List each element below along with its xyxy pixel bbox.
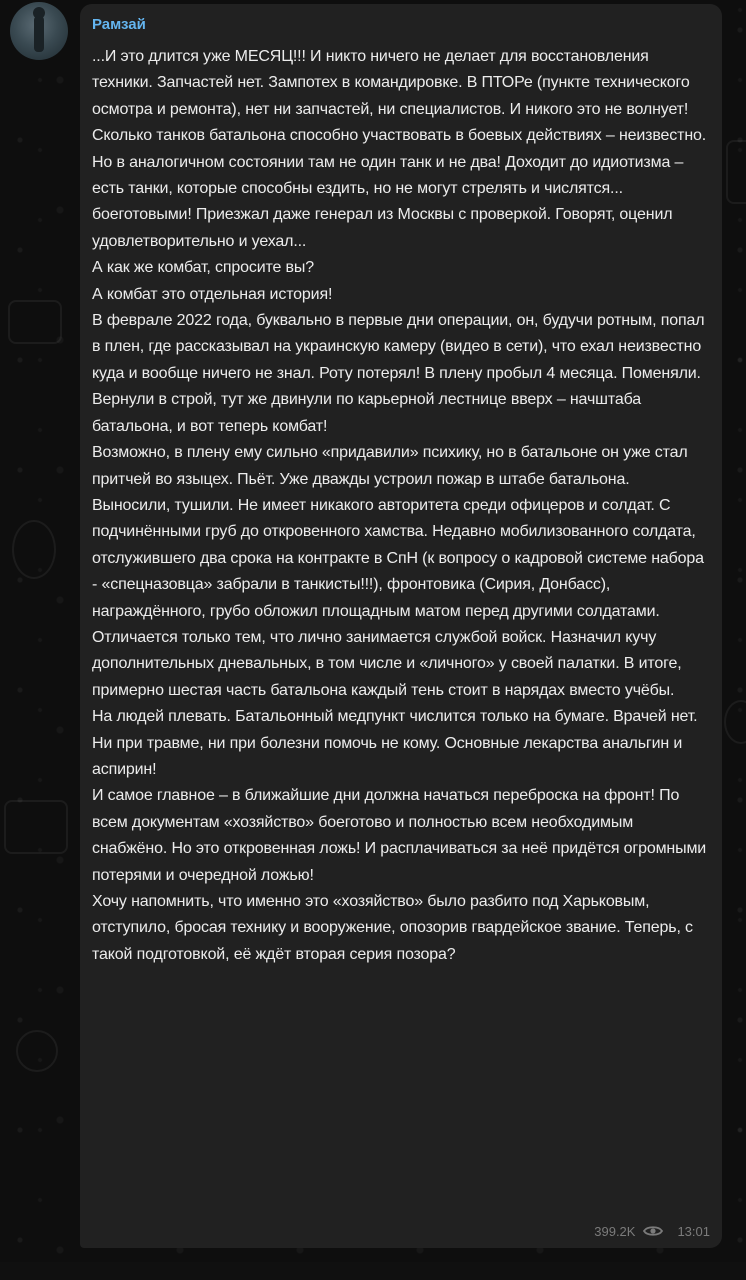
message-text bbox=[92, 44, 708, 968]
wallpaper-doodle bbox=[8, 300, 62, 344]
message-paragraph: ...И это длится уже МЕСЯЦ!!! И никто ничего не делает для восстановления техники. Запчастей нет. Зампотех в командировке. В ПТОРе (пункте технического осмотра и ремонта), нет ни запчастей, ни специалистов. И никого это не волнует! bbox=[92, 48, 690, 118]
wallpaper-doodle bbox=[16, 1030, 58, 1072]
wallpaper-doodle bbox=[12, 520, 56, 579]
avatar[interactable] bbox=[10, 2, 68, 60]
message-paragraph: Хочу напомнить, что именно это «хозяйство» было разбито под Харьковым, отступило, бросая технику и вооружение, опозорив гвардейское звание. Теперь, с такой подготовкой, её ждёт вторая серия позора? bbox=[92, 893, 693, 963]
message-paragraph: Сколько танков батальона способно участвовать в боевых действиях – неизвестно. Но в аналогичном состоянии там не один танк и не два! Доходит до идиотизма – есть танки, которые способны ездить, но не могут стрелять и числятся... боеготовыми! Приезжал даже генерал из Москвы с проверкой. Говорят, оценил удовлетворительно и уехал... bbox=[92, 127, 707, 250]
message-paragraph: А комбат это отдельная история! bbox=[92, 285, 333, 303]
sender-name[interactable]: Рамзай bbox=[92, 16, 146, 33]
wallpaper-doodle bbox=[724, 700, 746, 744]
wallpaper-doodle bbox=[4, 800, 68, 854]
eye-icon bbox=[643, 1224, 663, 1238]
avatar-figure bbox=[34, 16, 44, 52]
message-meta bbox=[594, 1220, 710, 1242]
message-paragraph: А как же комбат, спросите вы? bbox=[92, 259, 314, 277]
message-bubble[interactable] bbox=[80, 4, 722, 1248]
wallpaper-doodle bbox=[726, 140, 746, 204]
message-paragraph: В феврале 2022 года, буквально в первые дни операции, он, будучи ротным, попал в плен, где рассказывал на украинскую камеру (видео в сети), что ехал неизвестно куда и вообще ничего не знал. Роту потерял! В плену пробыл 4 месяца. Поменяли. Вернули в строй, тут же двинули по карьерной лестнице вверх – начштаба батальона, и вот теперь комбат! bbox=[92, 312, 705, 435]
message-paragraph: Возможно, в плену ему сильно «придавили» психику, но в батальоне он уже стал притчей во языцех. Пьёт. Уже дважды устроил пожар в штабе батальона. Выносили, тушили. Не имеет никакого авторитета среди офицеров и солдат. С подчинёнными груб до откровенного хамства. Недавно мобилизованного солдата, отслужившего два срока на контракте в СпН (к вопросу о кадровой системе набора - «спецназовца» забрали в танкисты!!!), фронтовика (Сирия, Донбасс), награждённого, грубо обложил площадным матом перед другими солдатами. bbox=[92, 444, 704, 620]
bottom-bar bbox=[0, 1262, 746, 1280]
message-paragraph: На людей плевать. Батальонный медпункт числится только на бумаге. Врачей нет. Ни при травме, ни при болезни помочь не кому. Основные лекарства анальгин и аспирин! bbox=[92, 708, 698, 778]
message-time: 13:01 bbox=[677, 1223, 710, 1239]
message-paragraph: И самое главное – в ближайшие дни должна начаться переброска на фронт! По всем документам «хозяйство» боеготово и полностью всем необходимым снабжёно. Но это откровенная ложь! И расплачиваться за неё придётся огромными потерями и очередной ложью! bbox=[92, 787, 707, 884]
message-paragraph: Отличается только тем, что лично занимается службой войск. Назначил кучу дополнительных дневальных, в том числе и «личного» у своей палатки. В итоге, примерно шестая часть батальона каждый тень стоит в нарядах вместо учёбы. bbox=[92, 628, 682, 699]
view-count: 399.2K bbox=[594, 1223, 636, 1239]
